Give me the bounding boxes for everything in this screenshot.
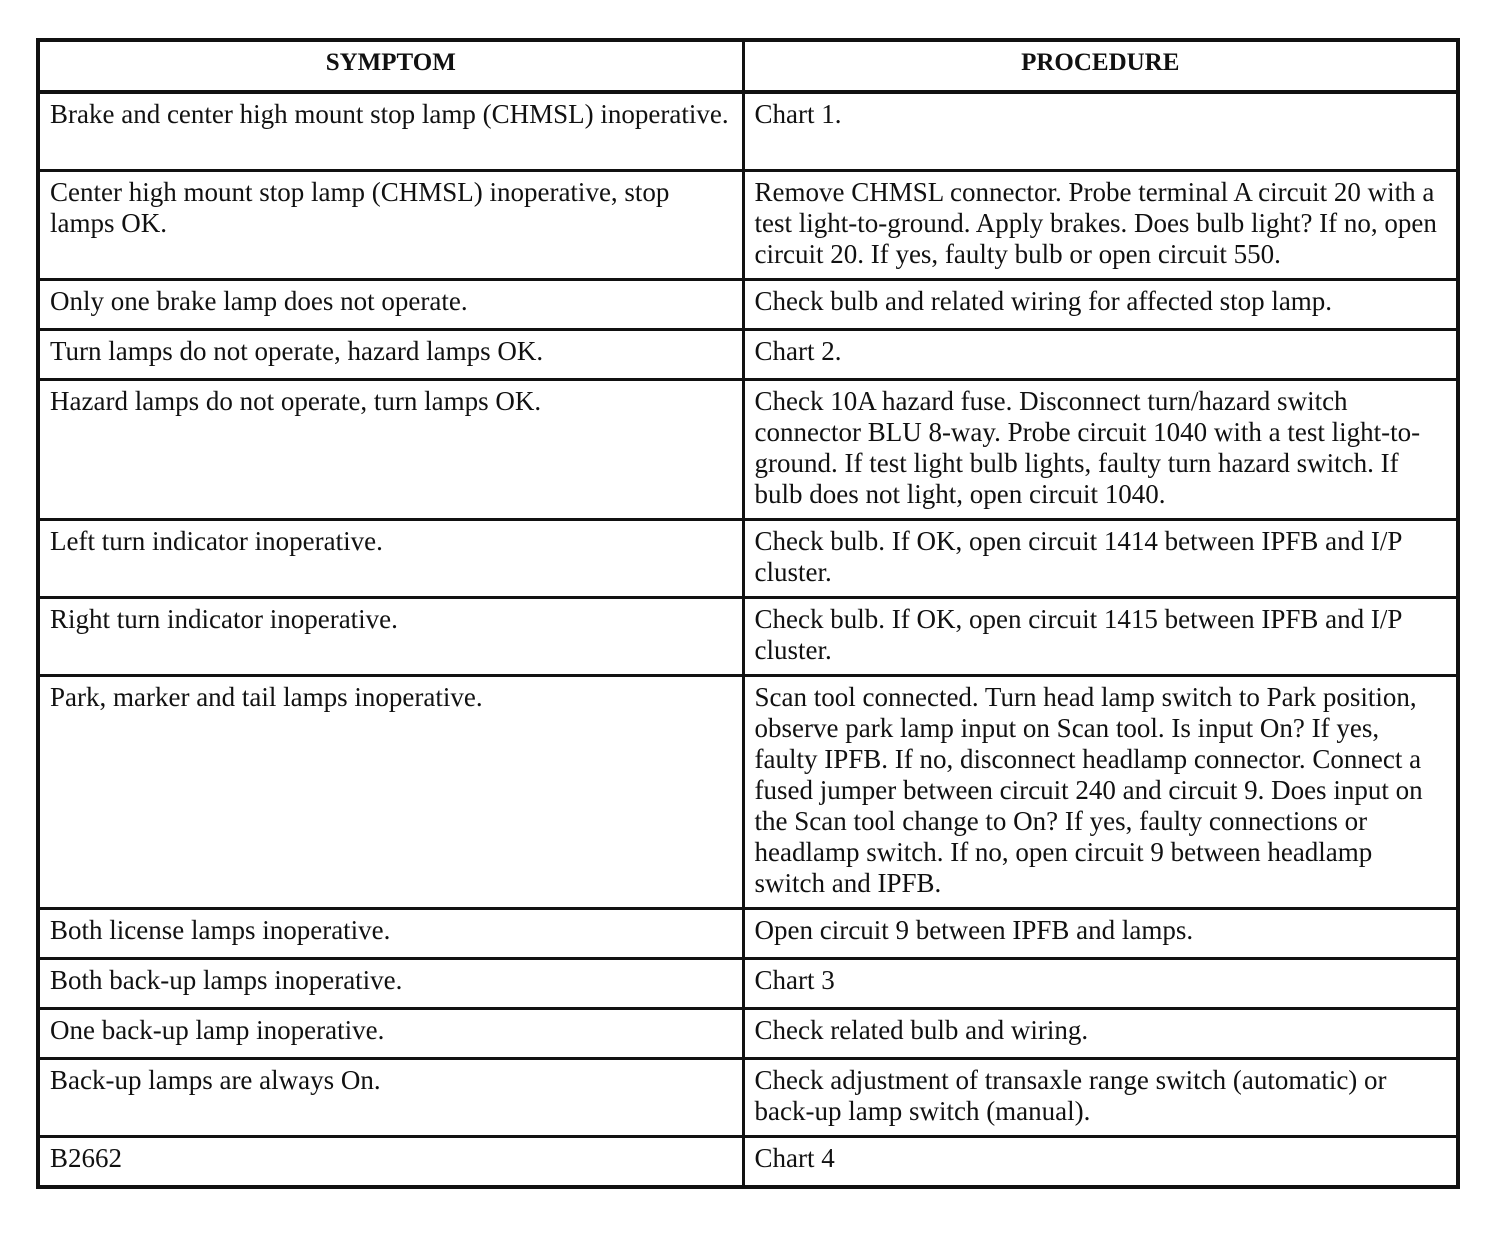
- symptom-cell: Hazard lamps do not operate, turn lamps OK.: [38, 380, 743, 520]
- procedure-cell: Check bulb and related wiring for affected stop lamp.: [743, 280, 1458, 330]
- table-row: [38, 1009, 1458, 1059]
- symptom-cell: B2662: [38, 1137, 743, 1188]
- symptom-cell: Both license lamps inoperative.: [38, 909, 743, 959]
- symptom-cell: Park, marker and tail lamps inoperative.: [38, 676, 743, 909]
- procedure-cell: Chart 3: [743, 959, 1458, 1009]
- procedure-cell: Remove CHMSL connector. Probe terminal A circuit 20 with a test light-to-ground. Apply brakes. Does bulb light? If no, open circuit 20. If yes, faulty bulb or open circuit 550.: [743, 171, 1458, 280]
- symptom-column-header: SYMPTOM: [38, 40, 743, 92]
- table-row: [38, 520, 1458, 598]
- table-row: [38, 171, 1458, 280]
- procedure-cell: Chart 4: [743, 1137, 1458, 1188]
- procedure-cell: Open circuit 9 between IPFB and lamps.: [743, 909, 1458, 959]
- symptom-cell: Right turn indicator inoperative.: [38, 598, 743, 676]
- symptom-cell: Both back-up lamps inoperative.: [38, 959, 743, 1009]
- symptom-cell: One back-up lamp inoperative.: [38, 1009, 743, 1059]
- table-row: [38, 280, 1458, 330]
- table-row: [38, 676, 1458, 909]
- procedure-cell: Check adjustment of transaxle range switch (automatic) or back-up lamp switch (manual).: [743, 1059, 1458, 1137]
- symptom-cell: Turn lamps do not operate, hazard lamps OK.: [38, 330, 743, 380]
- symptom-cell: Back-up lamps are always On.: [38, 1059, 743, 1137]
- table-row: [38, 1059, 1458, 1137]
- symptom-cell: Brake and center high mount stop lamp (CHMSL) inoperative.: [38, 92, 743, 171]
- procedure-cell: Chart 2.: [743, 330, 1458, 380]
- table-header-row: [38, 40, 1458, 92]
- symptom-cell: Center high mount stop lamp (CHMSL) inoperative, stop lamps OK.: [38, 171, 743, 280]
- procedure-cell: Scan tool connected. Turn head lamp switch to Park position, observe park lamp input on Scan tool. Is input On? If yes, faulty IPFB. If no, disconnect headlamp connector. Connect a fused jumper between circuit 240 and circuit 9. Does input on the Scan tool change to On? If yes, faulty connections or headlamp switch. If no, open circuit 9 between headlamp switch and IPFB.: [743, 676, 1458, 909]
- table-row: [38, 959, 1458, 1009]
- symptom-cell: Only one brake lamp does not operate.: [38, 280, 743, 330]
- procedure-column-header: PROCEDURE: [743, 40, 1458, 92]
- procedure-cell: Chart 1.: [743, 92, 1458, 171]
- procedure-cell: Check bulb. If OK, open circuit 1415 between IPFB and I/P cluster.: [743, 598, 1458, 676]
- table-row: [38, 330, 1458, 380]
- diagnosis-table: [36, 38, 1460, 1189]
- table-row: [38, 380, 1458, 520]
- table-row: [38, 92, 1458, 171]
- procedure-cell: Check related bulb and wiring.: [743, 1009, 1458, 1059]
- table-row: [38, 598, 1458, 676]
- table-row: [38, 909, 1458, 959]
- procedure-cell: Check 10A hazard fuse. Disconnect turn/hazard switch connector BLU 8-way. Probe circuit 1040 with a test light-to-ground. If test light bulb lights, faulty turn hazard switch. If bulb does not light, open circuit 1040.: [743, 380, 1458, 520]
- symptom-cell: Left turn indicator inoperative.: [38, 520, 743, 598]
- table-row: [38, 1137, 1458, 1188]
- procedure-cell: Check bulb. If OK, open circuit 1414 between IPFB and I/P cluster.: [743, 520, 1458, 598]
